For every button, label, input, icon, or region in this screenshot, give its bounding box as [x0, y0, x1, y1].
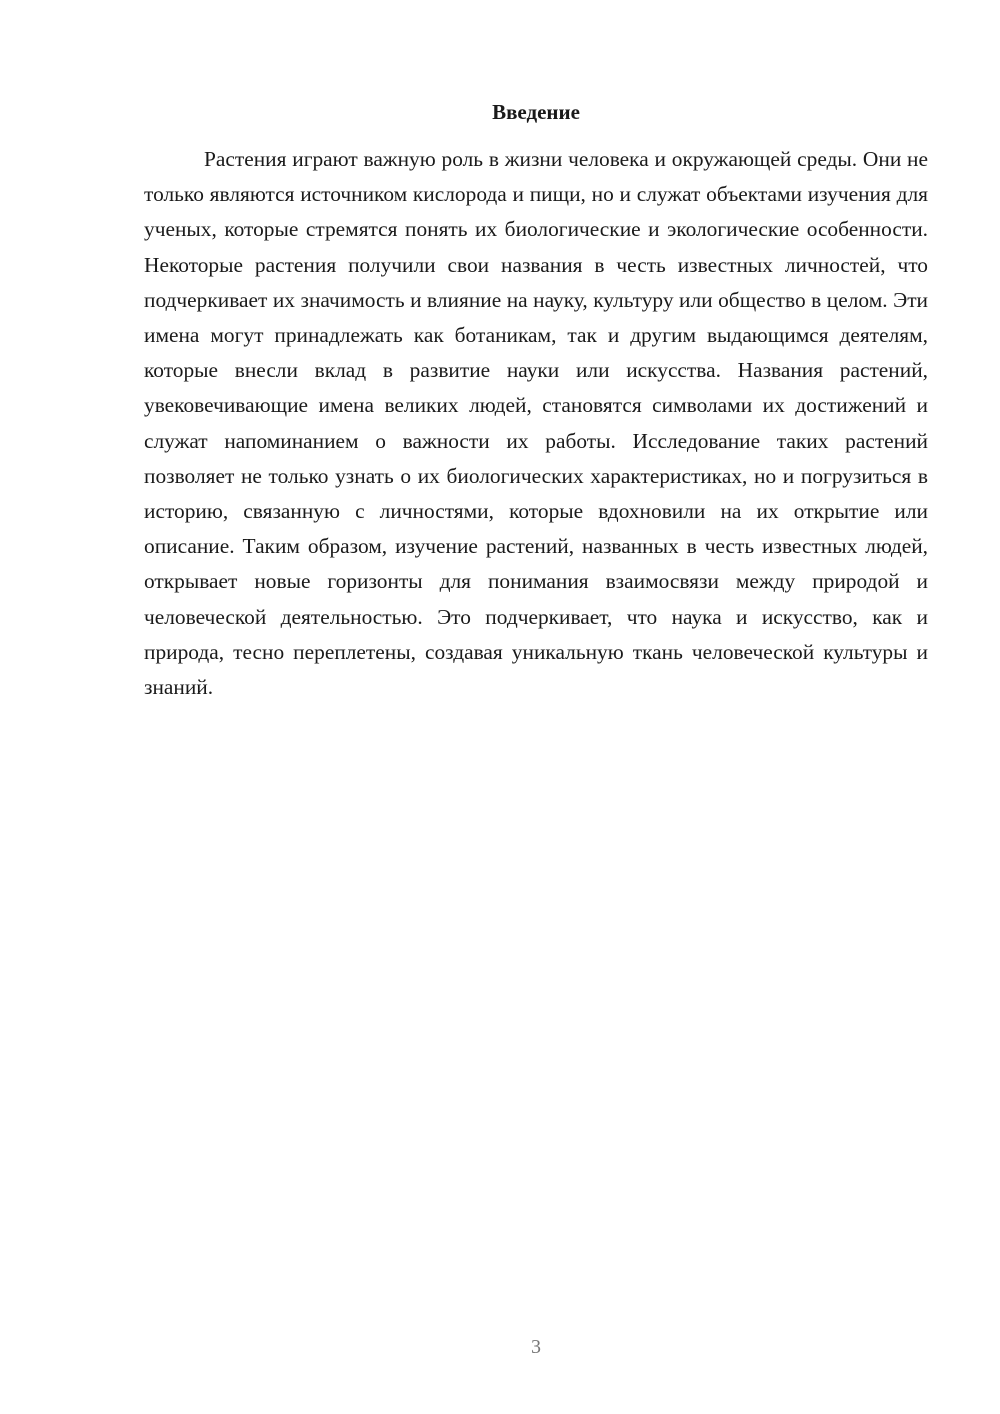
intro-paragraph: Растения играют важную роль в жизни человека и окружающей среды. Они не только являются источником кислорода и пищи, но и служат объектами изучения для ученых, которые стремятся понять их биологические и экологические особенности. Некоторые растения получили свои названия в честь известных личностей, что подчеркивает их значимость и влияние на науку, культуру или общество в целом. Эти имена могут принадлежать как ботаникам, так и другим выдающимся деятелям, которые внесли вклад в развитие науки или искусства. Названия растений, увековечивающие имена великих людей, становятся символами их достижений и служат напоминанием о важности их работы. Исследование таких растений позволяет не только узнать о их биологических характеристиках, но и погрузиться в историю, связанную с личностями, которые вдохновили на их открытие или описание. Таким образом, изучение растений, названных в честь известных людей, открывает новые горизонты для понимания взаимосвязи между природой и человеческой деятельностью. Это подчеркивает, что наука и искусство, как и природа, тесно переплетены, создавая уникальную ткань человеческой культуры и знаний.: [144, 147, 928, 700]
section-title: Введение: [492, 100, 580, 124]
page-number: 3: [531, 1336, 541, 1358]
